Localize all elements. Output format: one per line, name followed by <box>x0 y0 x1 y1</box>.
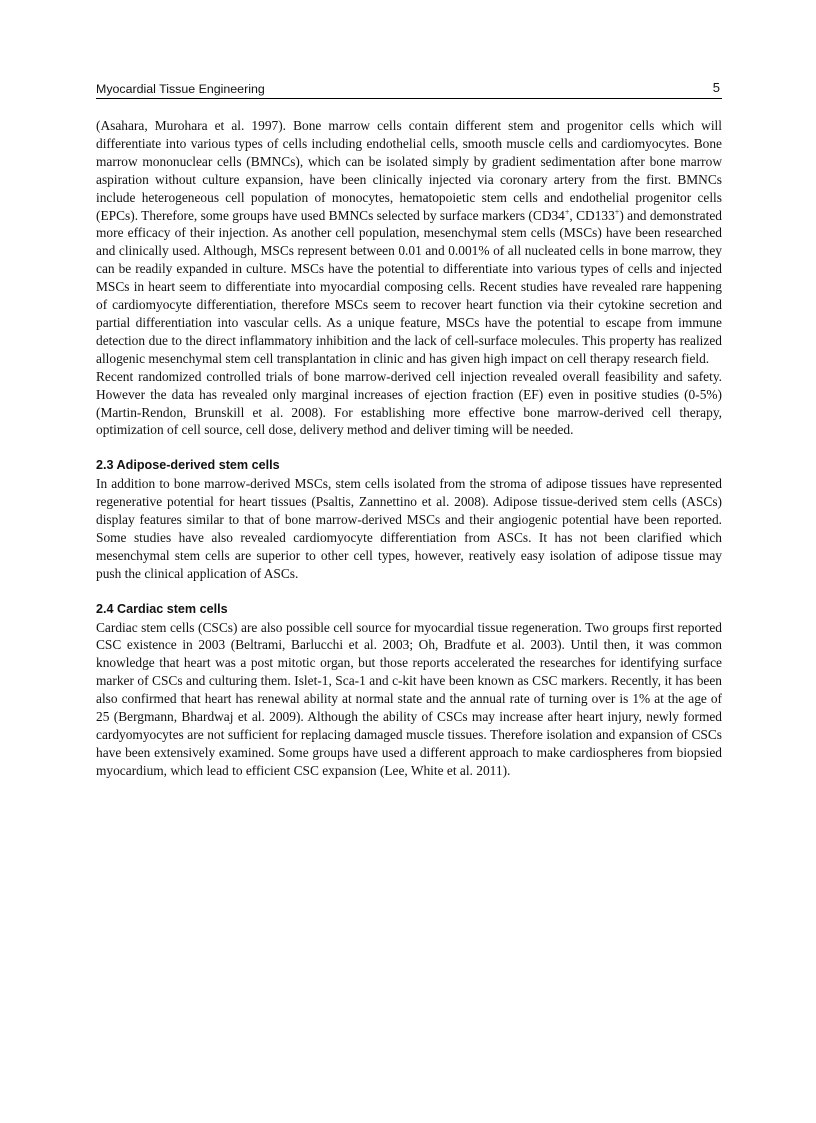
paragraph-clinical-trials: Recent randomized controlled trials of bone marrow-derived cell injection revealed overall feasibility and safety. However the data has revealed only marginal increases of ejection fraction (EF) even in positive studies (0-5%) (Martin-Rendon, Brunskill et al. 2008). For establishing more effective bone marrow-derived cell therapy, optimization of cell source, cell dose, delivery method and deliver timing will be needed. <box>96 368 722 438</box>
running-title: Myocardial Tissue Engineering <box>96 82 265 96</box>
paragraph-bone-marrow-part-b: , CD133 <box>569 207 615 223</box>
paragraph-cardiac: Cardiac stem cells (CSCs) are also possible cell source for myocardial tissue regeneration. Two groups first reported CSC existence in 2003 (Beltrami, Barlucchi et al. 2003; Oh, Bradfute et al. 2003). Until then, it was common knowledge that heart was a post mitotic organ, but those reports accelerated the researches for identifying surface marker of CSCs and culturing them. Islet-1, Sca-1 and c-kit have been known as CSC markers. Recently, it has been also confirmed that heart has renewal ability at normal state and the annual rate of turning over is 1% at the age of 25 (Bergmann, Bhardwaj et al. 2009). Although the ability of CSCs may increase after heart injury, newly formed cardyomyocytes are not sufficient for replacing damaged muscle tissues. Therefore isolation and expansion of CSCs have been extensively examined. Some groups have used a different approach to make cardiospheres from biopsied myocardium, which lead to efficient CSC expansion (Lee, White et al. 2011). <box>96 619 722 778</box>
section-gap <box>96 583 722 601</box>
superscript-plus: + <box>564 207 570 217</box>
section-heading-adipose: 2.3 Adipose-derived stem cells <box>96 458 280 473</box>
section-heading-cardiac: 2.4 Cardiac stem cells <box>96 601 228 616</box>
paragraph-bone-marrow-part-c: ) and demonstrated more efficacy of their injection. As another cell population, mesenchymal stem cells (MSCs) have been researched and clinically used. Although, MSCs represent between 0.01 and 0.001% of all nucleated cells in bone marrow, they can be readily expanded in culture. MSCs have the potential to differentiate into various types of cells and injected MSCs in heart seem to differentiate into myocardial composing cells. Recent studies have revealed rare happening of cardiomyocyte differentiation, therefore MSCs seem to recover heart function via their cytokine secretion and partial differentiation into vascular cells. As a unique feature, MSCs have the potential to escape from immune detection due to the direct inflammatory inhibition and the lack of cell-surface molecules. This property has realized allogenic mesenchymal stem cell transplantation in clinic and has given high impact on cell therapy research field. <box>96 207 722 366</box>
running-header <box>96 80 722 99</box>
paragraph-adipose: In addition to bone marrow-derived MSCs, stem cells isolated from the stroma of adipose tissues have represented regenerative potential for heart tissues (Psaltis, Zannettino et al. 2008). Adipose tissue-derived stem cells (ASCs) display features similar to that of bone marrow-derived MSCs and their angiogenic potential have been reported. Some studies have also revealed cardiomyocyte differentiation from ASCs. It has not been clarified which mesenchymal stem cells are superior to other cell types, however, reatively easy isolation of adipose tissue may push the clinical application of ASCs. <box>96 476 722 581</box>
superscript-plus: + <box>614 207 620 217</box>
paragraph-bone-marrow-part-a: (Asahara, Murohara et al. 1997). Bone marrow cells contain different stem and progenitor cells which will differentiate into various types of cells including endothelial cells, smooth muscle cells and cardiomyocytes. Bone marrow mononuclear cells (BMNCs), which can be isolated simply by gradient sedimentation after bone marrow aspiration without culture expansion, have been clinically injected via coronary artery from the first. BMNCs include heterogeneous cell population of monocytes, hematopoietic stem cells and endothelial progenitor cells (EPCs). Therefore, some groups have used BMNCs selected by surface markers (CD34 <box>96 118 722 223</box>
section-gap <box>96 439 722 457</box>
paragraph-bone-marrow <box>96 117 722 368</box>
page-number: 5 <box>712 80 720 95</box>
body-text <box>96 117 722 780</box>
